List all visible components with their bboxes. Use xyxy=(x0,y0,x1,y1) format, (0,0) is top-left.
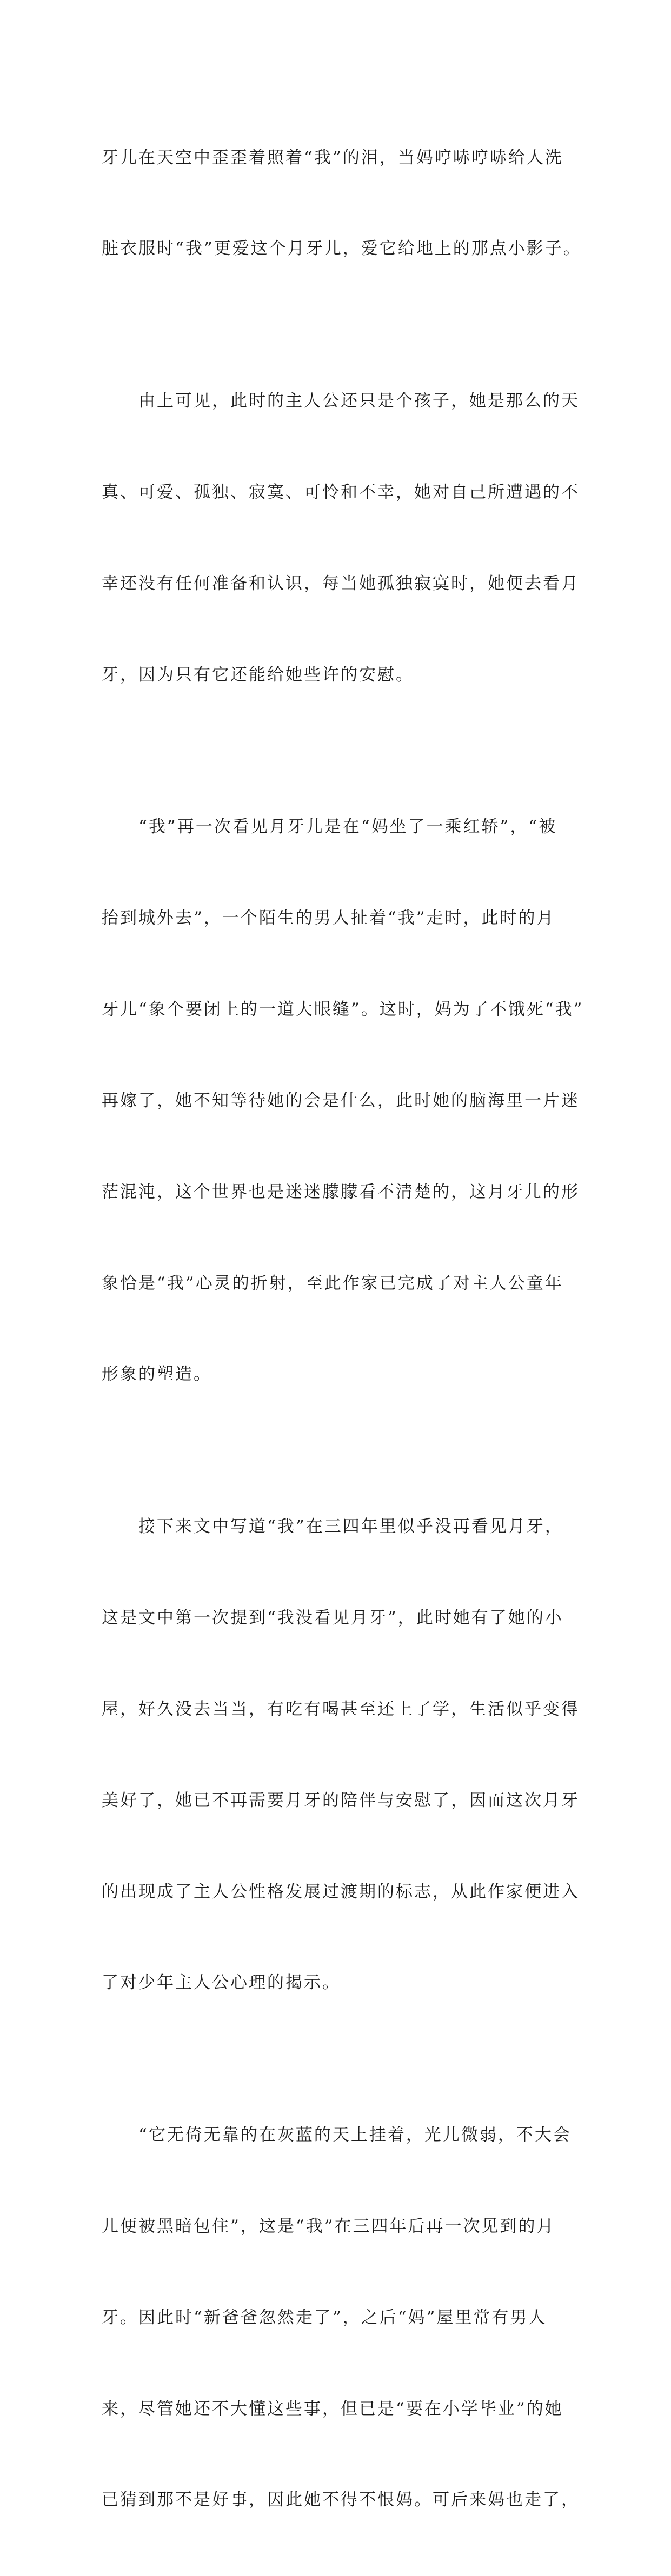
text-line: 抬到城外去”，一个陌生的男人扯着“我”走时，此时的月 xyxy=(102,908,555,928)
paragraph-4 xyxy=(102,1450,580,2059)
text-line: 的出现成了主人公性格发展过渡期的标志，从此作家便进入 xyxy=(102,1882,580,1902)
text-line: 已猜到那不是好事，因此她不得不恨妈。可后来妈也走了， xyxy=(102,2490,580,2510)
text-line: 象恰是“我”心灵的折射，至此作家已完成了对主人公童年 xyxy=(102,1273,563,1293)
text-line: 茫混沌，这个世界也是迷迷朦朦看不清楚的，这月牙儿的形 xyxy=(102,1182,580,1202)
paragraph-1 xyxy=(102,82,582,325)
paragraph-2 xyxy=(102,325,580,751)
text-line: 形象的塑造。 xyxy=(102,1364,212,1384)
text-line: 由上可见，此时的主人公还只是个孩子，她是那么的天 xyxy=(102,391,580,411)
text-line: 来，尽管她还不大懂这些事，但已是“要在小学毕业”的她 xyxy=(102,2399,563,2419)
text-line: “我”再一次看见月牙儿是在“妈坐了一乘红轿”，“被 xyxy=(102,817,557,837)
text-line: 牙，因为只有它还能给她些许的安慰。 xyxy=(102,665,414,685)
text-line: 屋，好久没去当当，有吃有喝甚至还上了学，生活似乎变得 xyxy=(102,1699,580,1719)
text-line: 了对少年主人公心理的揭示。 xyxy=(102,1973,341,1993)
text-line: 真、可爱、孤独、寂寞、可怜和不幸，她对自己所遭遇的不 xyxy=(102,482,580,502)
text-line: 幸还没有任何准备和认识，每当她孤独寂寞时，她便去看月 xyxy=(102,573,580,593)
text-line: 儿便被黑暗包住”，这是“我”在三四年后再一次见到的月 xyxy=(102,2216,555,2236)
text-line: “它无倚无靠的在灰蓝的天上挂着，光儿微弱，不大会 xyxy=(102,2125,572,2145)
text-line: 牙。因此时“新爸爸忽然走了”，之后“妈”屋里常有男人 xyxy=(102,2307,547,2327)
document-body xyxy=(102,82,584,2576)
paragraph-3 xyxy=(102,751,584,1451)
text-line: 这是文中第一次提到“我没看见月牙”，此时她有了她的小 xyxy=(102,1608,563,1628)
text-line: 牙儿在天空中歪歪着照着“我”的泪，当妈哼哧哼哧给人洗 xyxy=(102,148,563,168)
text-line: 牙儿“象个要闭上的一道大眼缝”。这时，妈为了不饿死“我” xyxy=(102,999,584,1019)
text-line: 美好了，她已不再需要月牙的陪伴与安慰了，因而这次月牙 xyxy=(102,1790,580,1810)
text-line: 脏衣服时“我”更爱这个月牙儿，爱它给地上的那点小影子。 xyxy=(102,239,582,259)
text-line: 接下来文中写道“我”在三四年里似乎没再看见月牙， xyxy=(102,1516,563,1536)
paragraph-5 xyxy=(102,2059,580,2576)
text-line: 再嫁了，她不知等待她的会是什么，此时她的脑海里一片迷 xyxy=(102,1090,580,1110)
